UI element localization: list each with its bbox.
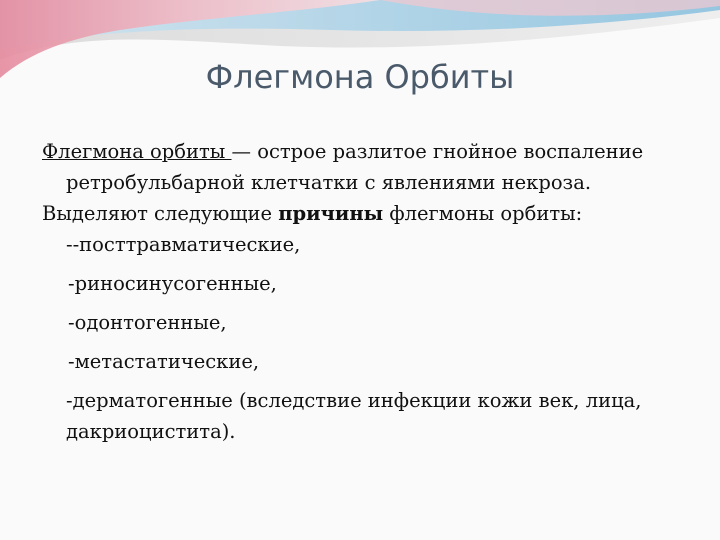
slide-body <box>42 136 702 447</box>
cause-item-metastatic: -метастатические, <box>68 350 260 373</box>
causes-intro <box>42 198 702 229</box>
causes-intro-before: Выделяют следующие <box>42 202 279 225</box>
definition-term: Флегмона орбиты <box>42 140 232 163</box>
cause-item-posttraumatic: --посттравматические, <box>66 233 301 256</box>
cause-item-odontogenic: -одонтогенные, <box>68 311 227 334</box>
cause-item-dermatogenic: -дерматогенные (вследствие инфекции кожи век, лица, дакриоцистита). <box>66 389 642 443</box>
definition-text: — острое разлитое гнойное воспаление ретробульбарной клетчатки с явлениями некроза. <box>66 140 644 194</box>
causes-intro-bold: причины <box>278 202 384 225</box>
slide-title: Флегмона Орбиты <box>205 58 515 96</box>
cause-item-rhinosinusogenic: -риносинусогенные, <box>68 272 277 295</box>
definition-paragraph <box>42 136 702 198</box>
causes-intro-after: флегмоны орбиты: <box>383 202 583 225</box>
